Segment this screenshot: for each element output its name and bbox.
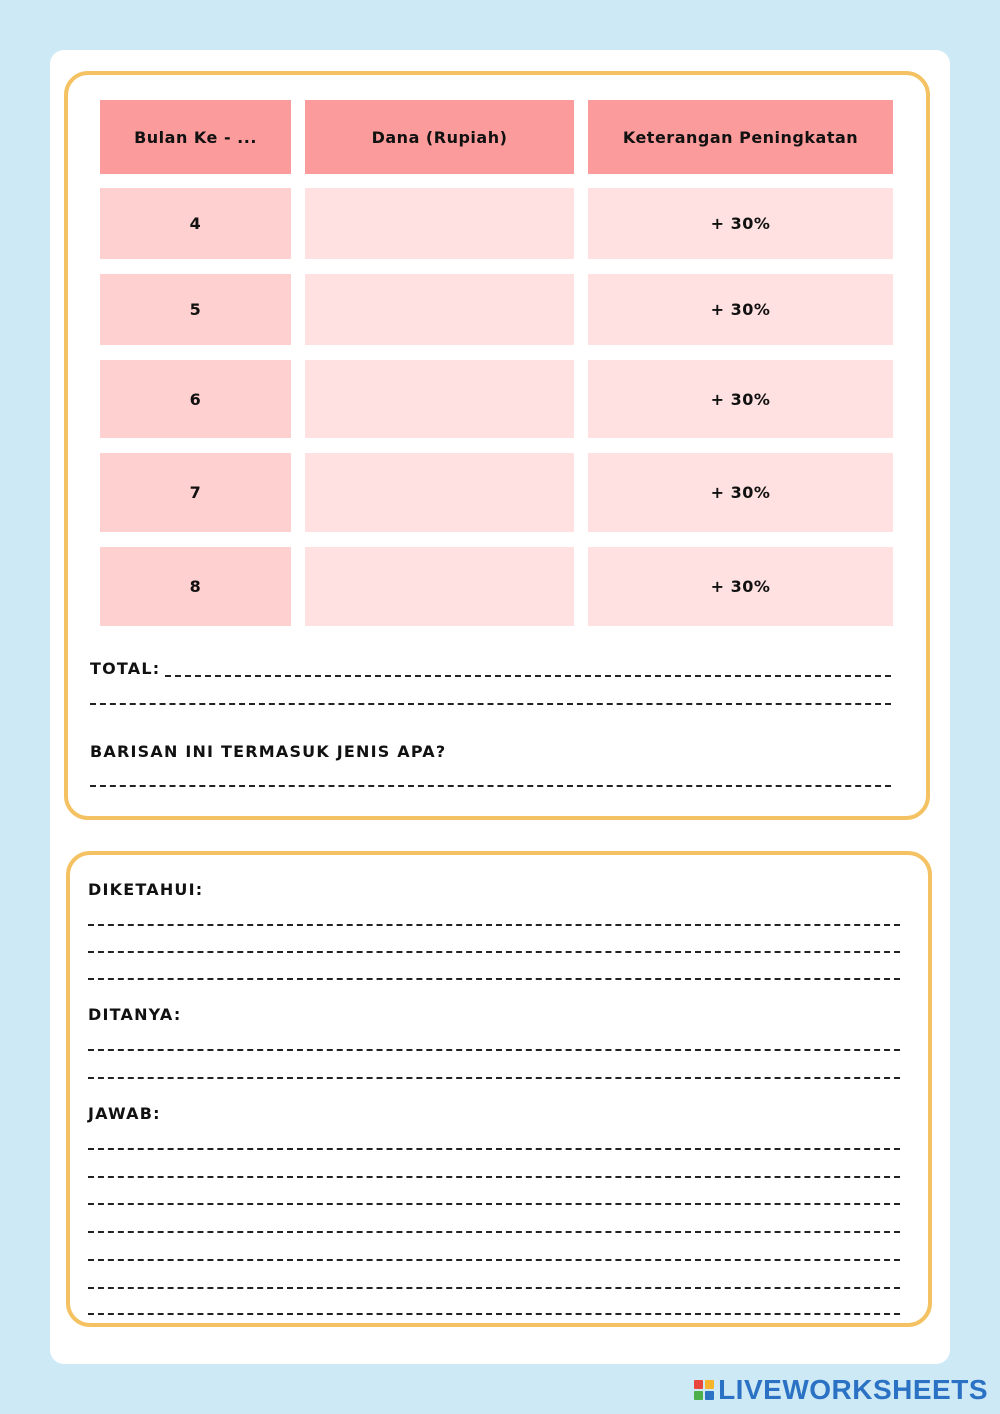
asked-answer-line[interactable]	[88, 1077, 900, 1079]
total-answer-line-2[interactable]	[90, 703, 891, 705]
fund-input-cell[interactable]	[305, 274, 574, 345]
header-month: Bulan Ke - ...	[100, 100, 291, 174]
liveworksheets-logo	[694, 1374, 988, 1406]
known-label: DIKETAHUI:	[88, 880, 204, 899]
header-increase-note: Keterangan Peningkatan	[588, 100, 893, 174]
answer-work-line[interactable]	[88, 1259, 900, 1261]
sequence-type-question: BARISAN INI TERMASUK JENIS APA?	[90, 742, 447, 761]
answer-label: JAWAB:	[88, 1104, 161, 1123]
answer-work-line[interactable]	[88, 1203, 900, 1205]
header-fund: Dana (Rupiah)	[305, 100, 574, 174]
table-section-frame	[64, 71, 930, 820]
table-row-month: 5	[100, 274, 291, 345]
known-answer-line[interactable]	[88, 951, 900, 953]
table-row-note: + 30%	[588, 188, 893, 259]
table-row-month: 6	[100, 360, 291, 438]
table-row-note: + 30%	[588, 547, 893, 626]
fund-input-cell[interactable]	[305, 453, 574, 532]
sequence-type-answer-line[interactable]	[90, 785, 891, 787]
answer-work-line[interactable]	[88, 1176, 900, 1178]
answer-work-line[interactable]	[88, 1287, 900, 1289]
table-row-note: + 30%	[588, 360, 893, 438]
total-answer-line[interactable]	[165, 675, 891, 677]
fund-input-cell[interactable]	[305, 547, 574, 626]
total-label: TOTAL:	[90, 659, 161, 678]
table-row-month: 4	[100, 188, 291, 259]
asked-answer-line[interactable]	[88, 1049, 900, 1051]
liveworksheets-logo-icon	[694, 1380, 714, 1400]
table-row-month: 7	[100, 453, 291, 532]
known-answer-line[interactable]	[88, 924, 900, 926]
table-row-note: + 30%	[588, 274, 893, 345]
work-section-frame	[66, 851, 932, 1327]
table-row-note: + 30%	[588, 453, 893, 532]
answer-work-line[interactable]	[88, 1231, 900, 1233]
table-row-month: 8	[100, 547, 291, 626]
fund-input-cell[interactable]	[305, 360, 574, 438]
known-answer-line[interactable]	[88, 978, 900, 980]
fund-input-cell[interactable]	[305, 188, 574, 259]
answer-work-line[interactable]	[88, 1148, 900, 1150]
answer-work-line[interactable]	[88, 1313, 900, 1315]
asked-label: DITANYA:	[88, 1005, 182, 1024]
brand-name: LIVEWORKSHEETS	[718, 1374, 988, 1405]
